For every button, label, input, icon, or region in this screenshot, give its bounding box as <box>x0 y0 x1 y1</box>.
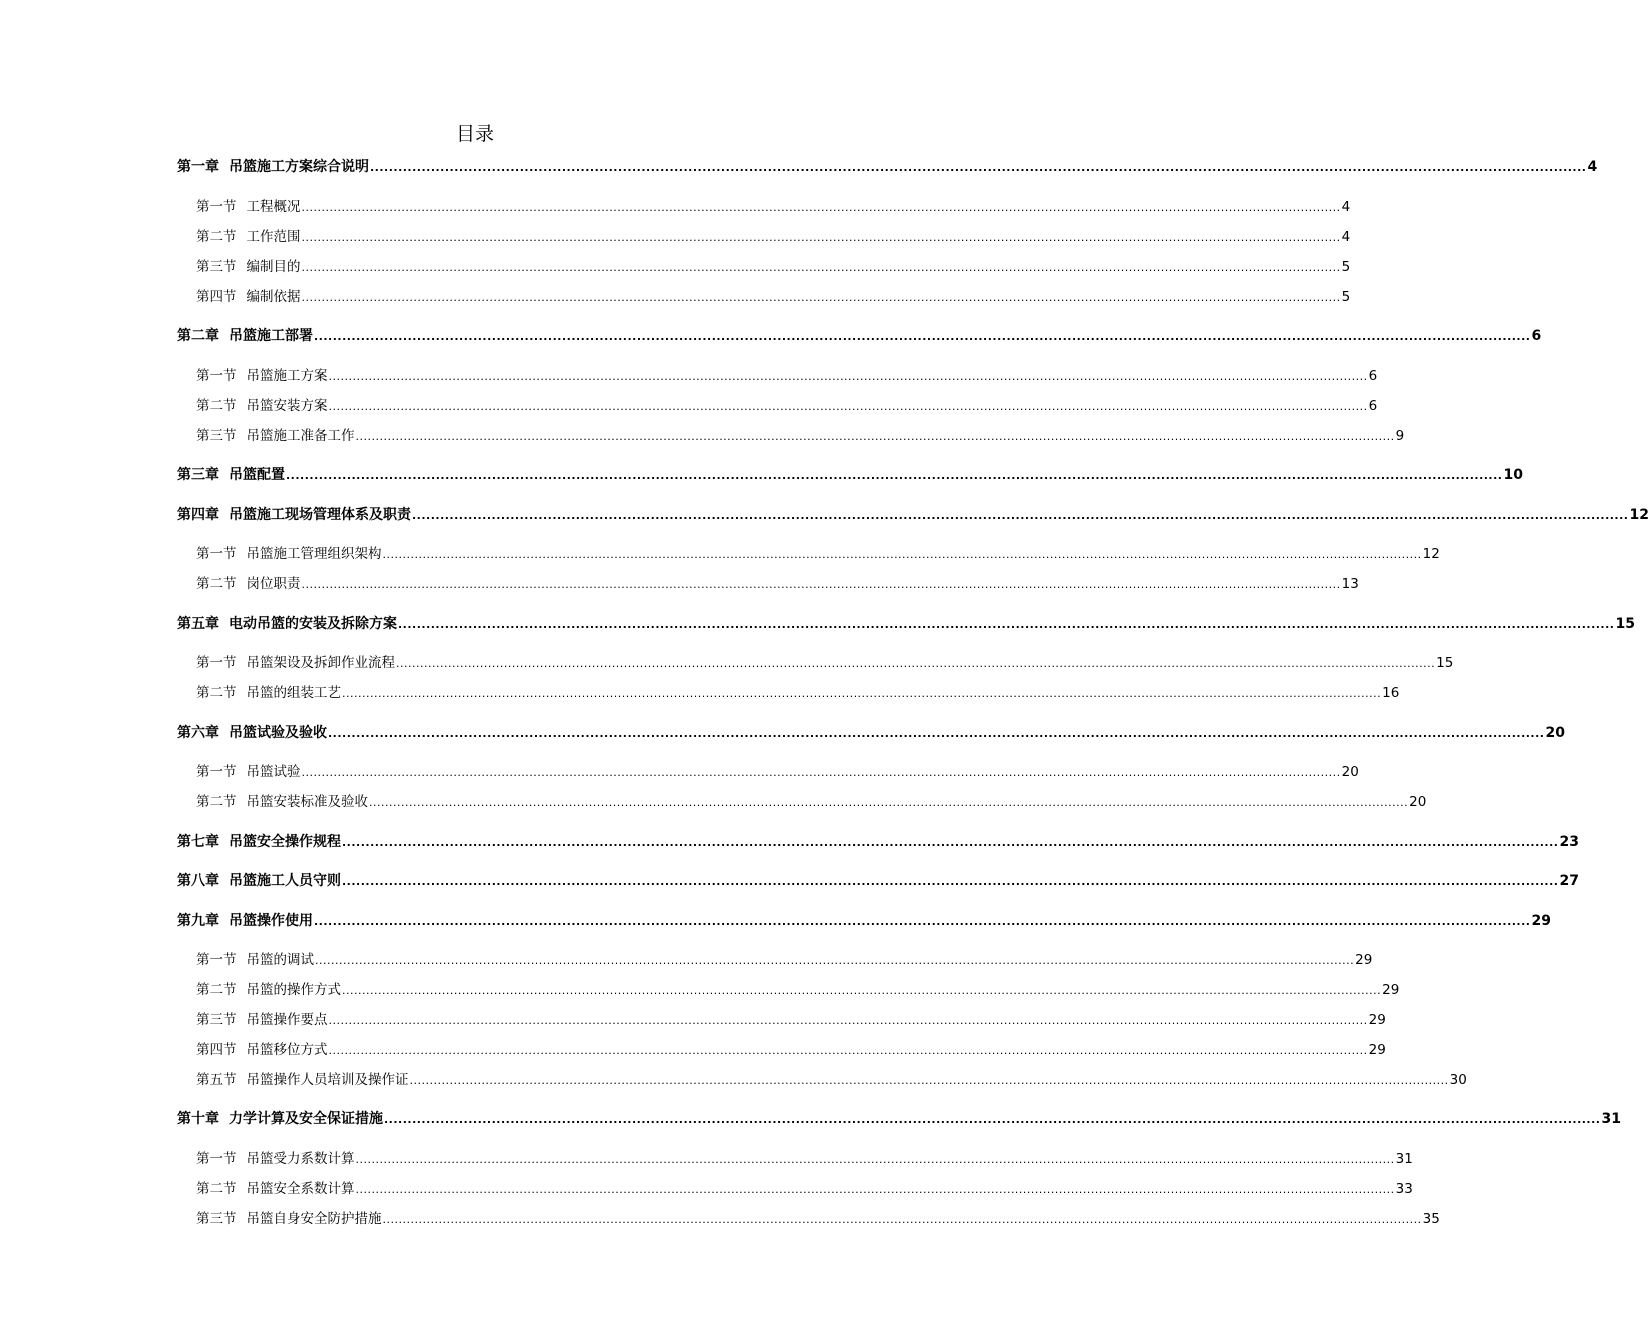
toc-chapter-entry[interactable] <box>177 505 1649 525</box>
toc-dot-leader: .................................................................................................................................................................................................................................................................... <box>301 231 1341 244</box>
toc-entry-number: 第一节 <box>196 655 237 671</box>
toc-entry-number: 第六章 <box>177 725 219 741</box>
toc-dot-leader: .................................................................................................................................................................................................................................................................... <box>301 291 1341 304</box>
toc-entry-label: 吊篮的调试 <box>246 952 314 968</box>
toc-section-entry[interactable] <box>196 792 1427 812</box>
toc-entry-number: 第四节 <box>196 1042 237 1058</box>
toc-dot-leader: .................................................................................................................................................................................................................................................................... <box>328 370 1368 383</box>
toc-section-entry[interactable] <box>196 544 1440 564</box>
toc-entry-number: 第二节 <box>196 685 237 701</box>
toc-dot-leader: .................................................................................................................................................................................................................................................................... <box>384 1113 1601 1126</box>
toc-entry-label: 吊篮施工人员守则 <box>229 873 341 889</box>
toc-entry-label: 吊篮施工现场管理体系及职责 <box>229 507 411 523</box>
toc-section-entry[interactable] <box>196 396 1378 416</box>
toc-entry-number: 第十章 <box>177 1111 219 1127</box>
toc-dot-leader: .................................................................................................................................................................................................................................................................... <box>314 915 1531 928</box>
toc-entry-label: 岗位职责 <box>246 576 301 592</box>
toc-entry-number: 第七章 <box>177 834 219 850</box>
toc-section-entry[interactable] <box>196 950 1373 970</box>
toc-entry-label: 力学计算及安全保证措施 <box>229 1111 383 1127</box>
toc-dot-leader: .................................................................................................................................................................................................................................................................... <box>370 161 1587 174</box>
toc-section-entry[interactable] <box>196 227 1351 247</box>
toc-dot-leader: .................................................................................................................................................................................................................................................................... <box>286 469 1503 482</box>
toc-chapter-entry[interactable] <box>177 1109 1621 1129</box>
toc-entry-number: 第一节 <box>196 546 237 562</box>
toc-section-entry[interactable] <box>196 980 1400 1000</box>
toc-section-entry[interactable] <box>196 1040 1386 1060</box>
toc-page-number: 4 <box>1341 199 1351 215</box>
toc-chapter-entry[interactable] <box>177 723 1565 743</box>
toc-page-number: 6 <box>1368 398 1378 414</box>
toc-entry-number: 第二章 <box>177 328 219 344</box>
toc-entry-number: 第四节 <box>196 289 237 305</box>
toc-entry-label: 吊篮配置 <box>229 467 285 483</box>
toc-section-entry[interactable] <box>196 366 1378 386</box>
toc-page-number: 9 <box>1395 428 1405 444</box>
toc-page-number: 35 <box>1422 1211 1440 1227</box>
toc-entry-label: 吊篮自身安全防护措施 <box>246 1211 382 1227</box>
toc-entry-number: 第二节 <box>196 229 237 245</box>
toc-entry-label: 吊篮架设及拆卸作业流程 <box>246 655 395 671</box>
toc-page-number: 4 <box>1341 229 1351 245</box>
toc-entry-label: 吊篮的操作方式 <box>246 982 341 998</box>
toc-entry-number: 第一节 <box>196 368 237 384</box>
toc-entry-number: 第一节 <box>196 1151 237 1167</box>
toc-dot-leader: .................................................................................................................................................................................................................................................................... <box>328 1014 1368 1027</box>
toc-entry-label: 吊篮受力系数计算 <box>246 1151 355 1167</box>
toc-section-entry[interactable] <box>196 574 1359 594</box>
toc-dot-leader: .................................................................................................................................................................................................................................................................... <box>301 766 1341 779</box>
toc-page-number: 12 <box>1422 546 1440 562</box>
toc-section-entry[interactable] <box>196 762 1359 782</box>
toc-entry-label: 吊篮施工方案综合说明 <box>229 159 369 175</box>
toc-entry-label: 编制目的 <box>246 259 301 275</box>
toc-page-number: 10 <box>1503 467 1523 483</box>
toc-title: 目录 <box>455 123 494 145</box>
toc-chapter-entry[interactable] <box>177 911 1551 931</box>
toc-section-entry[interactable] <box>196 1179 1413 1199</box>
toc-page-number: 23 <box>1559 834 1579 850</box>
toc-page-number: 27 <box>1559 873 1579 889</box>
toc-page-number: 29 <box>1531 913 1551 929</box>
toc-page-number: 33 <box>1395 1181 1413 1197</box>
toc-dot-leader: .................................................................................................................................................................................................................................................................... <box>328 727 1545 740</box>
toc-entry-label: 吊篮安装方案 <box>246 398 328 414</box>
toc-entry-number: 第一节 <box>196 952 237 968</box>
toc-dot-leader: .................................................................................................................................................................................................................................................................... <box>328 1044 1368 1057</box>
toc-page-number: 29 <box>1368 1042 1386 1058</box>
toc-entry-label: 吊篮施工准备工作 <box>246 428 355 444</box>
toc-section-entry[interactable] <box>196 197 1351 217</box>
toc-dot-leader: .................................................................................................................................................................................................................................................................... <box>382 548 1422 561</box>
toc-dot-leader: .................................................................................................................................................................................................................................................................... <box>412 509 1629 522</box>
toc-entry-label: 工程概况 <box>246 199 301 215</box>
toc-dot-leader: .................................................................................................................................................................................................................................................................... <box>355 430 1395 443</box>
toc-entry-number: 第二节 <box>196 794 237 810</box>
toc-dot-leader: .................................................................................................................................................................................................................................................................... <box>301 578 1341 591</box>
toc-entry-number: 第三节 <box>196 1211 237 1227</box>
toc-page-number: 15 <box>1436 655 1454 671</box>
toc-dot-leader: .................................................................................................................................................................................................................................................................... <box>315 954 1355 967</box>
toc-page-number: 5 <box>1341 289 1351 305</box>
toc-page-number: 6 <box>1368 368 1378 384</box>
toc-page-number: 20 <box>1545 725 1565 741</box>
toc-entry-label: 吊篮安全系数计算 <box>246 1181 355 1197</box>
toc-page-number: 31 <box>1601 1111 1621 1127</box>
toc-entry-number: 第一章 <box>177 159 219 175</box>
toc-dot-leader: .................................................................................................................................................................................................................................................................... <box>301 201 1341 214</box>
toc-section-entry[interactable] <box>196 1070 1467 1090</box>
toc-section-entry[interactable] <box>196 1010 1386 1030</box>
toc-page-number: 6 <box>1531 328 1542 344</box>
toc-page-number: 4 <box>1587 159 1598 175</box>
toc-entry-label: 吊篮施工方案 <box>246 368 328 384</box>
toc-dot-leader: .................................................................................................................................................................................................................................................................... <box>382 1213 1422 1226</box>
toc-dot-leader: .................................................................................................................................................................................................................................................................... <box>396 657 1436 670</box>
toc-dot-leader: .................................................................................................................................................................................................................................................................... <box>328 400 1368 413</box>
toc-entry-number: 第一节 <box>196 199 237 215</box>
toc-page-number: 20 <box>1409 794 1427 810</box>
toc-dot-leader: .................................................................................................................................................................................................................................................................... <box>301 261 1341 274</box>
toc-dot-leader: .................................................................................................................................................................................................................................................................... <box>342 875 1559 888</box>
toc-entry-label: 电动吊篮的安装及拆除方案 <box>229 616 397 632</box>
toc-entry-number: 第二节 <box>196 982 237 998</box>
toc-dot-leader: .................................................................................................................................................................................................................................................................... <box>355 1183 1395 1196</box>
toc-entry-number: 第八章 <box>177 873 219 889</box>
toc-chapter-entry[interactable] <box>177 326 1542 346</box>
toc-section-entry[interactable] <box>196 257 1351 277</box>
toc-section-entry[interactable] <box>196 287 1351 307</box>
toc-chapter-entry[interactable] <box>177 465 1523 485</box>
toc-dot-leader: .................................................................................................................................................................................................................................................................... <box>409 1074 1449 1087</box>
toc-page-number: 29 <box>1382 982 1400 998</box>
toc-dot-leader: .................................................................................................................................................................................................................................................................... <box>342 687 1382 700</box>
toc-page-number: 29 <box>1368 1012 1386 1028</box>
toc-chapter-entry[interactable] <box>177 157 1598 177</box>
toc-page-number: 12 <box>1629 507 1649 523</box>
toc-dot-leader: .................................................................................................................................................................................................................................................................... <box>342 984 1382 997</box>
toc-entry-number: 第三章 <box>177 467 219 483</box>
toc-entry-label: 吊篮试验及验收 <box>229 725 327 741</box>
toc-entry-label: 编制依据 <box>246 289 301 305</box>
toc-entry-label: 吊篮的组装工艺 <box>246 685 341 701</box>
toc-dot-leader: .................................................................................................................................................................................................................................................................... <box>398 618 1615 631</box>
toc-entry-number: 第三节 <box>196 1012 237 1028</box>
toc-section-entry[interactable] <box>196 1149 1413 1169</box>
toc-entry-label: 工作范围 <box>246 229 301 245</box>
toc-entry-number: 第九章 <box>177 913 219 929</box>
toc-entry-label: 吊篮试验 <box>246 764 301 780</box>
toc-dot-leader: .................................................................................................................................................................................................................................................................... <box>314 330 1531 343</box>
toc-chapter-entry[interactable] <box>177 832 1579 852</box>
toc-chapter-entry[interactable] <box>177 614 1635 634</box>
toc-entry-number: 第二节 <box>196 398 237 414</box>
toc-entry-label: 吊篮安装标准及验收 <box>246 794 368 810</box>
toc-section-entry[interactable] <box>196 426 1405 446</box>
toc-entry-number: 第五节 <box>196 1072 237 1088</box>
toc-entry-number: 第三节 <box>196 259 237 275</box>
toc-page-number: 30 <box>1449 1072 1467 1088</box>
toc-section-entry[interactable] <box>196 1209 1440 1229</box>
toc-entry-number: 第四章 <box>177 507 219 523</box>
toc-page-number: 13 <box>1341 576 1359 592</box>
toc-dot-leader: .................................................................................................................................................................................................................................................................... <box>355 1153 1395 1166</box>
toc-dot-leader: .................................................................................................................................................................................................................................................................... <box>342 836 1559 849</box>
toc-entry-label: 吊篮操作要点 <box>246 1012 328 1028</box>
toc-entry-label: 吊篮施工管理组织架构 <box>246 546 382 562</box>
toc-entry-number: 第二节 <box>196 576 237 592</box>
toc-dot-leader: .................................................................................................................................................................................................................................................................... <box>369 796 1409 809</box>
toc-page-number: 29 <box>1355 952 1373 968</box>
toc-entry-label: 吊篮移位方式 <box>246 1042 328 1058</box>
toc-entry-number: 第五章 <box>177 616 219 632</box>
toc-entry-label: 吊篮操作使用 <box>229 913 313 929</box>
toc-entry-label: 吊篮操作人员培训及操作证 <box>246 1072 409 1088</box>
toc-entry-number: 第二节 <box>196 1181 237 1197</box>
toc-page-number: 31 <box>1395 1151 1413 1167</box>
toc-page-number: 20 <box>1341 764 1359 780</box>
toc-entry-label: 吊篮安全操作规程 <box>229 834 341 850</box>
toc-section-entry[interactable] <box>196 683 1400 703</box>
toc-page-number: 16 <box>1382 685 1400 701</box>
toc-page-number: 15 <box>1615 616 1635 632</box>
toc-chapter-entry[interactable] <box>177 871 1579 891</box>
toc-page-number: 5 <box>1341 259 1351 275</box>
toc-entry-label: 吊篮施工部署 <box>229 328 313 344</box>
toc-entry-number: 第一节 <box>196 764 237 780</box>
toc-section-entry[interactable] <box>196 653 1454 673</box>
toc-entry-number: 第三节 <box>196 428 237 444</box>
